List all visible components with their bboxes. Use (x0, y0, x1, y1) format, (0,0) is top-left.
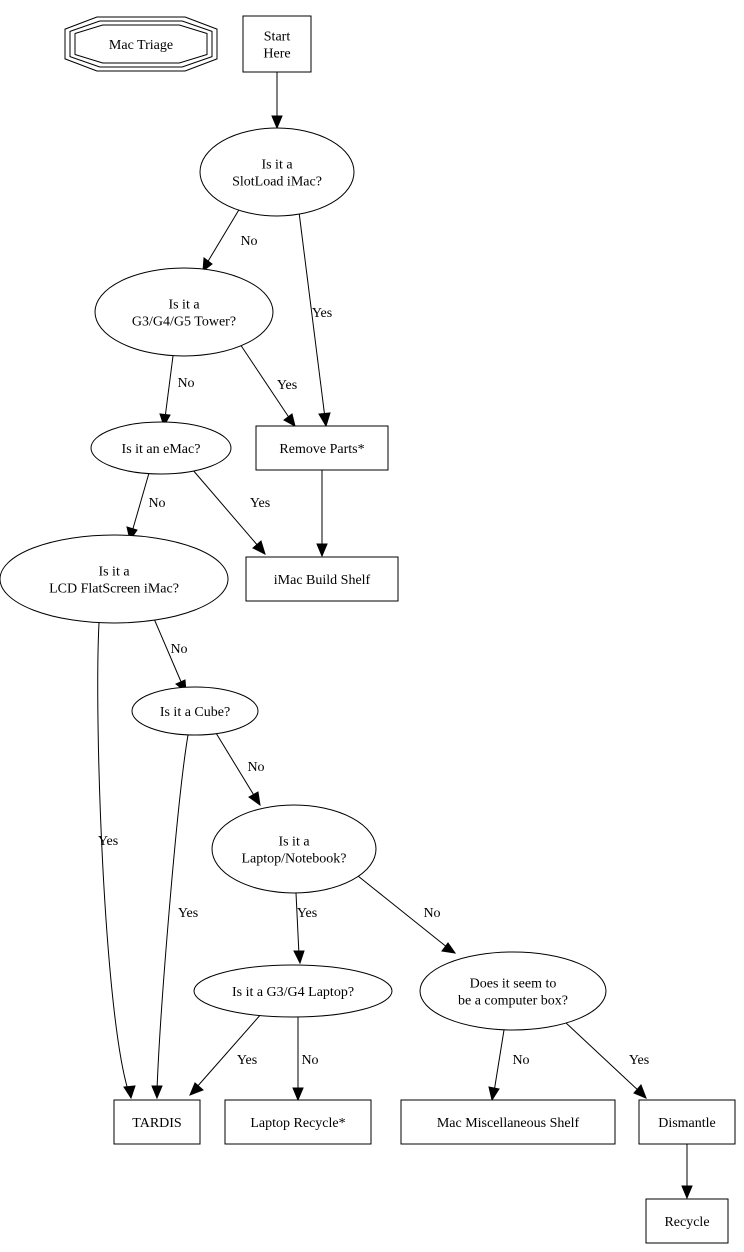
edge-label: Yes (236, 1053, 258, 1068)
node-title[interactable] (65, 17, 217, 71)
edge-label: Yes (311, 306, 333, 321)
node-recycle[interactable] (646, 1199, 728, 1243)
node-label: Is it a (98, 564, 130, 580)
edge-label: Yes (249, 496, 271, 511)
node-label: Mac Triage (108, 38, 174, 53)
edge-label: Yes (177, 906, 199, 921)
node-label: Is it a Cube? (159, 705, 231, 720)
node-label: Is it a (261, 157, 293, 173)
node-tardis[interactable] (114, 1100, 200, 1144)
node-label: TARDIS (132, 1116, 182, 1131)
edge-start-to-slotload (272, 72, 282, 128)
node-label: Is it an eMac? (121, 442, 201, 457)
edge-label: No (148, 496, 166, 511)
node-label: Is it a (278, 834, 310, 850)
edge-labels-group (98, 234, 649, 1068)
edge-tower-to-emac (160, 356, 173, 426)
edge-removeparts-to-imacbuild (317, 470, 327, 556)
node-label: SlotLoad iMac? (232, 174, 322, 190)
node-label: iMac Build Shelf (273, 573, 371, 588)
edge-emac-to-imacbuild (192, 469, 265, 554)
edge-label: No (423, 906, 441, 921)
edge-laptop-to-g3g4laptop (294, 893, 304, 963)
edge-label: Yes (628, 1053, 650, 1068)
edges-group (98, 72, 692, 1198)
edge-lcd-to-tardis (98, 623, 135, 1098)
edge-label: No (170, 642, 188, 657)
node-start[interactable] (243, 16, 311, 72)
node-label: Is it a G3/G4 Laptop? (231, 985, 355, 1000)
node-emac[interactable] (91, 422, 231, 474)
node-label: Start (263, 29, 291, 45)
nodes-group (0, 16, 735, 1243)
edge-label: No (240, 234, 258, 249)
node-slotload[interactable] (200, 128, 354, 216)
node-laptop[interactable] (212, 805, 376, 893)
node-label: be a computer box? (457, 993, 569, 1009)
node-label: Here (263, 46, 291, 62)
node-tower[interactable] (95, 268, 273, 356)
edge-label: Yes (276, 378, 298, 393)
node-laptoprecycle[interactable] (225, 1100, 371, 1144)
node-removeparts[interactable] (256, 426, 388, 470)
node-label: G3/G4/G5 Tower? (131, 314, 237, 330)
edge-label: Yes (97, 834, 119, 849)
edge-label: No (512, 1053, 530, 1068)
node-label: Is it a (168, 297, 200, 313)
edge-label: No (247, 760, 265, 775)
node-label: Recycle (664, 1215, 710, 1230)
edge-label: Yes (296, 906, 318, 921)
edge-dismantle-to-recycle (682, 1144, 692, 1198)
edge-slotload-to-tower (203, 208, 240, 271)
edge-label: No (301, 1053, 319, 1068)
node-label: Does it seem to (469, 976, 557, 992)
node-label: Laptop Recycle* (250, 1116, 346, 1131)
node-lcd[interactable] (0, 535, 228, 623)
node-label: LCD FlatScreen iMac? (49, 581, 179, 597)
node-g3g4laptop[interactable] (194, 965, 392, 1017)
node-computerbox[interactable] (420, 952, 606, 1030)
node-imacbuild[interactable] (246, 557, 398, 601)
node-cube[interactable] (132, 687, 258, 735)
node-label: Remove Parts* (279, 442, 365, 457)
edge-computerbox-to-macmisc (489, 1030, 504, 1100)
node-label: Dismantle (658, 1116, 716, 1131)
node-label: Mac Miscellaneous Shelf (436, 1116, 580, 1131)
node-macmisc[interactable] (401, 1100, 615, 1144)
node-label: Laptop/Notebook? (241, 851, 347, 867)
edge-label: No (177, 376, 195, 391)
edge-emac-to-lcd (127, 473, 149, 540)
node-dismantle[interactable] (639, 1100, 735, 1144)
